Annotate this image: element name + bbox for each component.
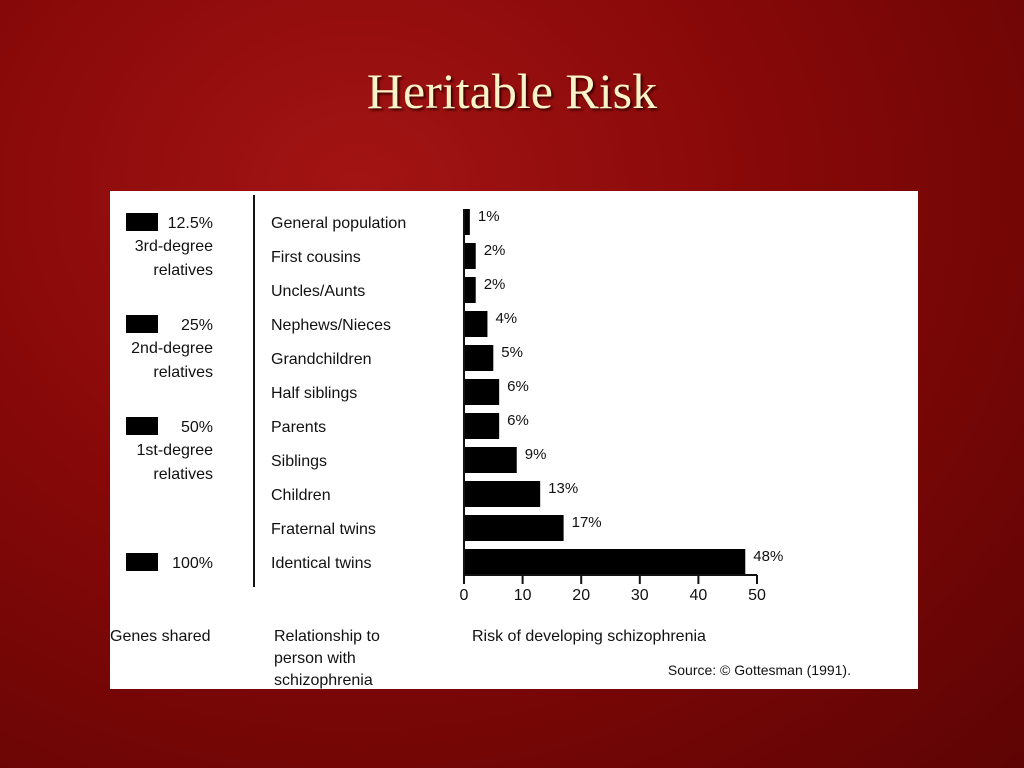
category-label: Siblings <box>271 453 328 470</box>
genes-shared-percent: 50% <box>180 419 213 436</box>
bar <box>464 311 487 337</box>
bar <box>464 413 499 439</box>
genes-shared-swatch <box>126 553 158 571</box>
category-label: Fraternal twins <box>271 521 376 538</box>
category-label: Grandchildren <box>271 351 372 368</box>
category-label: Nephews/Nieces <box>271 317 392 334</box>
genes-shared-degree: relatives <box>153 364 213 381</box>
genes-shared-percent: 100% <box>172 555 213 572</box>
value-label: 2% <box>483 242 506 259</box>
value-label: 13% <box>548 480 579 497</box>
category-header: Relationship to <box>274 628 380 645</box>
slide-title: Heritable Risk <box>366 63 658 119</box>
category-label: General population <box>271 215 407 232</box>
genes-shared-header: Genes shared <box>110 628 211 645</box>
chart-figure <box>110 191 918 689</box>
value-label: 1% <box>477 208 500 225</box>
value-label: 2% <box>483 276 506 293</box>
x-tick-label: 40 <box>689 587 708 604</box>
genes-shared-swatch <box>126 213 158 231</box>
category-header: schizophrenia <box>274 672 373 689</box>
category-label: Children <box>271 487 331 504</box>
x-tick-label: 50 <box>748 587 766 604</box>
genes-shared-swatch <box>126 315 158 333</box>
x-axis-title: Risk of developing schizophrenia <box>472 628 706 645</box>
heritable-risk-chart <box>110 191 918 689</box>
bar <box>464 447 517 473</box>
x-tick-label: 20 <box>572 587 591 604</box>
bar <box>464 515 564 541</box>
category-label: Parents <box>271 419 327 436</box>
genes-shared-degree: 3rd-degree <box>134 238 213 255</box>
category-label: First cousins <box>271 249 361 266</box>
value-label: 17% <box>571 514 602 531</box>
category-label: Uncles/Aunts <box>271 283 366 300</box>
bar <box>464 243 476 269</box>
category-header: person with <box>274 650 356 667</box>
x-tick-label: 30 <box>630 587 649 604</box>
genes-shared-degree: relatives <box>153 262 213 279</box>
value-label: 6% <box>507 412 529 429</box>
value-label: 5% <box>501 344 523 361</box>
value-label: 9% <box>524 446 547 463</box>
source-note: Source: © Gottesman (1991). <box>667 662 851 678</box>
bar <box>464 481 540 507</box>
genes-shared-swatch <box>126 417 158 435</box>
bar <box>464 379 499 405</box>
category-label: Identical twins <box>271 555 372 572</box>
genes-shared-degree: 2nd-degree <box>131 340 213 357</box>
bar <box>464 345 493 371</box>
bar <box>464 277 476 303</box>
value-label: 48% <box>753 548 784 565</box>
genes-shared-percent: 12.5% <box>167 215 213 232</box>
x-tick-label: 10 <box>513 587 532 604</box>
value-label: 6% <box>507 378 529 395</box>
genes-shared-degree: relatives <box>153 466 213 483</box>
genes-shared-degree: 1st-degree <box>136 442 213 459</box>
value-label: 4% <box>495 310 518 327</box>
genes-shared-percent: 25% <box>180 317 213 334</box>
category-label: Half siblings <box>271 385 358 402</box>
bar <box>464 549 745 575</box>
x-tick-label: 0 <box>459 587 469 604</box>
